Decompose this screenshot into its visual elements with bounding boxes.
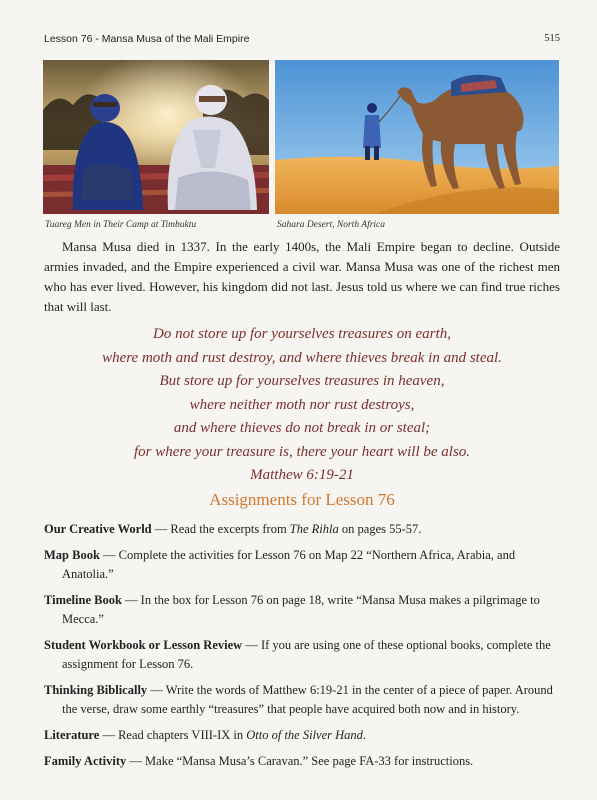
caption-sahara: Sahara Desert, North Africa xyxy=(277,220,386,230)
quote-line: But store up for yourselves treasures in heaven, xyxy=(159,373,445,389)
quote-line: and where thieves do not break in or steal; xyxy=(173,420,431,436)
assignment-item: Timeline Book — In the box for Lesson 76 on page 18, write “Mansa Musa makes a pilgrimage to Mecca.” xyxy=(44,593,540,626)
quote-reference: Matthew 6:19-21 xyxy=(250,467,354,483)
sahara-camel-illustration xyxy=(275,60,559,214)
page-header xyxy=(44,33,560,45)
assignment-text: If you are using one of these optional books, complete the assignment for Lesson 76. xyxy=(62,638,551,671)
tuareg-men-photo xyxy=(43,60,269,214)
assignments-list xyxy=(44,520,562,778)
assignment-text: Make “Mansa Musa’s Caravan.” See page FA-33 for instructions. xyxy=(145,754,474,768)
scripture-quote xyxy=(44,323,560,488)
assignment-item: Literature — Read chapters VIII-IX in Otto of the Silver Hand. xyxy=(44,728,367,742)
assignment-text-end: on pages 55-57. xyxy=(338,522,422,536)
assignment-label: Thinking Biblically xyxy=(44,683,148,697)
assignment-item: Family Activity — Make “Mansa Musa’s Caravan.” See page FA-33 for instructions. xyxy=(44,754,474,768)
quote-line: where neither moth nor rust destroys, xyxy=(189,396,415,413)
caption-tuareg: Tuareg Men in Their Camp at Timbuktu xyxy=(45,220,197,230)
body-paragraph: Mansa Musa died in 1337. In the early 1400s, the Mali Empire began to decline. Outside armies invaded, and the Empire experienced a civil war. Mansa Musa was one of the richest men who has ever lived. However, his kingdom did not last. Jesus told us where we can find true riches that will last. xyxy=(44,239,560,314)
lesson-title: Lesson 76 - Mansa Musa of the Mali Empire xyxy=(44,33,250,45)
assignment-label: Family Activity xyxy=(44,754,127,768)
assignment-item: Our Creative World — Read the excerpts from The Rihla on pages 55-57. xyxy=(44,522,422,536)
quote-line: where moth and rust destroy, and where thieves break in and steal. xyxy=(102,349,502,366)
assignment-label: Map Book xyxy=(44,548,100,562)
assignment-title-italic: Otto of the Silver Hand xyxy=(246,728,363,742)
assignment-label: Timeline Book xyxy=(44,593,122,607)
assignment-text: Read chapters VIII-IX in xyxy=(118,728,247,742)
assignment-item: Student Workbook or Lesson Review — If you are using one of these optional books, complete the assignment for Lesson 76. xyxy=(44,638,551,671)
assignment-label: Our Creative World xyxy=(44,522,152,536)
assignment-title-italic: The Rihla xyxy=(289,522,339,536)
assignment-item: Map Book — Complete the activities for Lesson 76 on Map 22 “Northern Africa, Arabia, and Anatolia.” xyxy=(44,548,516,581)
sahara-camel-photo xyxy=(275,60,559,214)
assignment-item: Thinking Biblically — Write the words of Matthew 6:19-21 in the center of a piece of paper. Around the verse, draw some earthly “treasures” that people have acquired both now and in history. xyxy=(44,683,553,716)
assignment-text: Read the excerpts from xyxy=(170,522,290,536)
assignment-text: Complete the activities for Lesson 76 on Map 22 “Northern Africa, Arabia, and Anatolia.” xyxy=(62,548,516,581)
assignment-text: In the box for Lesson 76 on page 18, write “Mansa Musa makes a pilgrimage to Mecca.” xyxy=(62,593,540,626)
page-number: 515 xyxy=(544,33,560,44)
assignment-text: Write the words of Matthew 6:19-21 in the center of a piece of paper. Around the verse, draw some earthly “treasures” that people have acquired both now and in history. xyxy=(62,683,553,716)
assignment-label: Student Workbook or Lesson Review xyxy=(44,638,243,652)
assignments-heading: Assignments for Lesson 76 xyxy=(209,490,395,509)
quote-line: Do not store up for yourselves treasures on earth, xyxy=(153,326,451,342)
assignment-text-end: . xyxy=(362,728,367,742)
assignment-label: Literature xyxy=(44,728,100,742)
tuareg-men-illustration xyxy=(43,60,269,214)
quote-line: for where your treasure is, there your heart will be also. xyxy=(133,443,471,460)
